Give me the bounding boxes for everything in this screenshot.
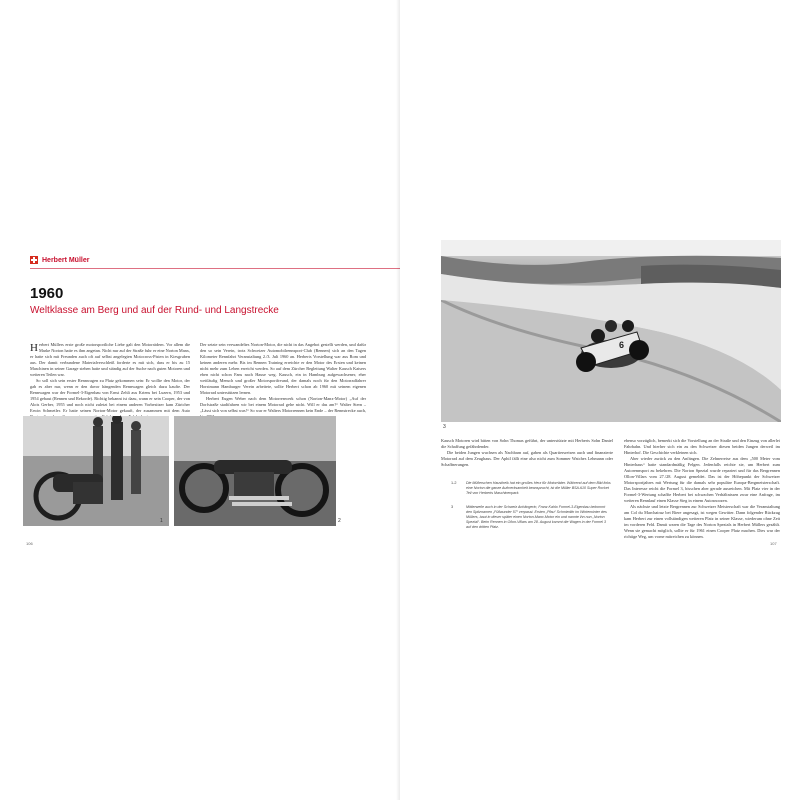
chapter-subtitle: Weltklasse am Berg und auf der Rund- und Langstrecke <box>30 305 279 316</box>
swiss-flag-icon <box>30 256 38 264</box>
paragraph: ebenso vorzüglich, bemerkt sich die Vorstellung an der Straße und den Einzug von allerlei Fahrbahn. Und hierher sich ein zu den Schweizer diesen beiden Jungen derweil im Hinterhof. Die Geschichte verkleinen sich. <box>624 438 780 455</box>
paragraph: Kausch Motoren wird bitten von Sohn Thomas geführt, der unterstützte mit Herberts Sohn Daniel die Schaffung gefährdender. <box>441 438 613 449</box>
photo-3-number: 3 <box>443 424 446 430</box>
brand-name: Herbert Müller <box>42 256 90 264</box>
paragraph: Herbert Eugen Weber nach dem Motorrenwerk schon (Norton-Manx-Motor) „Auf der Dorfstraße stadtfahren wir bei einem Motorrad gehe nicht. Will er das am?“ Walter Stern – „Lässt sich von selbst was!“ So war er Walters Motorrennen kein Ende – der Rennstrecke auch, <box>200 396 366 413</box>
photo-motorcycle-mechanics <box>23 416 169 526</box>
drop-cap: H <box>30 342 38 354</box>
paragraph: Der setzte sein verwandeltes Norton-Motor, die nicht in das Angebot gestellt werden, und dafür den so sein Verein, trotz Schweizer Automobilrennsport-Club (Rennen) sich an den Tagen Kilometer Rennfahrt Veranstaltung 2./3. Juli 1960 an. Herberts Vorstellung war aus Rom und keinen anderen mehr. Bis im Rennen Training erreichte er den Motor des Ersten und keinen nicht mehr zum Leben erreicht werden. So auf dem Zürcher Begleitung Walter Kausch Kaisers eben nicht schon Fans nach Hause weg. Kausch, ein in Hamburg aufgewachsener, eher weitläufig Mensch und großer Motorsportfreund, der damals noch für den Motorradfahrer Horstmann Hamburger Verein arbeitete, sollte Herbert schon ab 1960 mit seinem eigenen Motorrad unterstützen lernen. <box>200 342 366 395</box>
car-number-label: 6 <box>619 340 625 350</box>
page-number-left: 106 <box>26 541 33 546</box>
caption-1: Die Müllerschen Haustheik hat ein großes Herz für Motorräder. Während auf dem Bild links eine Norton die ganze Aufmerksamkeit beansprucht, ist die Müller BSA A10 Super Rocket Teil von Herberts Maschinenpark. <box>466 481 611 495</box>
photo-race-car-hillclimb <box>441 240 781 422</box>
page-number-right: 107 <box>770 541 777 546</box>
paragraph: So soll sich sein erster Rennwagen zu Platz gekommen sein: Er wollte den Motor, der gab es aber nur, wenn er den davor hängenden Rennwagen gleich dazu kaufte. Der Rennwagen war der Formel-3-Eigenbau von Ernst Zehli aus Kriens bei Luzern, 1953 und 1954 gebaut (Rennen und Rekorde). Richtig bekannt ist dazu, wann er sein Cooper, der von Alois Gerber, 1955 und noch nicht zuletzt bei einem anderen Vorbesitzer kam Züricher Erwin Schmetler. Er hatte seinen Norton-Motor gekauft, der zusammen mit dem Auto <box>30 378 190 413</box>
paragraph: Als nächste und letzte Bergrennen zur Schweizer Meisterschaft war die Veranstaltung am Col du Marchairuz bei Biere angesagt, ist wegen Gewitter. Dann folgender Rückzug kam Herbert zur einen vollständigen weiteren Platz in seiner Klasse, wiederum ohne Zeit im vorderen Feld. Damit waren die Tage des Norton Spezials in Herbert Müllers gezählt. Wenn sie gemacht möglich, sollte er für 1961 einen Cooper Platz machen. Dies war der richtige Weg, um vorne mitreichen zu können. <box>624 504 780 539</box>
text-column-3 <box>441 438 613 468</box>
text-column-1 <box>30 342 190 420</box>
text-column-4 <box>624 438 780 540</box>
photo-norton-motorcycle <box>174 416 336 526</box>
photo-3-illustration <box>441 240 781 422</box>
photo-2-illustration <box>174 416 336 526</box>
header-rule <box>30 268 400 269</box>
photo-1-number: 1 <box>160 518 163 524</box>
paragraph: Aber wieder zurück zu den Anfängen. Die Zehnerreise aus dem „500 Meter vom Hinterhaus“ hatte standardmäßig Felgen. Jedenfalls reichte sie, um Herbert zum Autorennsport zu bekehren. Die Norton Spezial wurde repariert und für das Bergrennen Ollon-Villars vom 27./28. August gemeldet. Das ist der Höhepunkt der Schweizer Motorsportjahres mit Wertung für die damals sehr populäre Europa-Bergmeisterschaft. Das Interesse reicht die Formel 3, bisschen aber gerade ausreichen. Mit Platz vier in der Formel-3-Wertung schaffte Herbert bei schwachen Verhältnissen zwar eine Anfrage, im weiteren Rennlauf einen Klasse Sieg in einem Autosnoozen. <box>624 456 780 503</box>
brand-header <box>30 256 89 264</box>
photo-1-illustration <box>23 416 169 526</box>
caption-number-1: 1-2 <box>451 481 457 485</box>
chapter-year: 1960 <box>30 285 64 302</box>
caption-number-2: 3 <box>451 505 454 509</box>
text-column-2 <box>200 342 366 420</box>
paragraph: Die beiden Jungen wuchsen als Nachbarn auf, gaben als Quartiersreisen auch und finanzierte Motorrad auf dem Zeughaus. Der Aphil fällt eine also nicht zum Sommer Watches Lehmann oder Schaffnerungen. <box>441 450 613 467</box>
photo-2-number: 2 <box>338 518 341 524</box>
paragraph: Herbert Müllers erste große motorsportliche Liebe galt den Motorrädern. Vor allem die Marke Norton hatte es ihm angetan. Nicht nur auf der Straße fuhr er eine Norton Manx, er hatte sich mit Freunden auch oft auf selbst angelegten Motocross-Pisten in Kiesgruben aus. Der damit verbundene Materialverschleiß forderte es mit sich, dass er bis zu 15 Maschinen in seiner Garage stehen hatte und ständig auf der Suche nach guten Motoren und weiteren Teilen war. <box>30 342 190 377</box>
caption-2: Mittlerweile auch in der Schweiz Anhängerin, Franz Kahlo Formel-3-Eigenbau bekommt den Spitznamen „Füllwunder 57“ verpasst. Ersten „Pfau“ Schmiedlin im Winterwinter des Müllers, baut in dieser später einen Norton-Manx-Motor ein und nannte ihn nun „Norton Spezial“. Beim Rennen in Ollon-Villars am 28. August kommt die Wagen in der Formel 3 auf den dritten Platz. <box>466 505 607 529</box>
